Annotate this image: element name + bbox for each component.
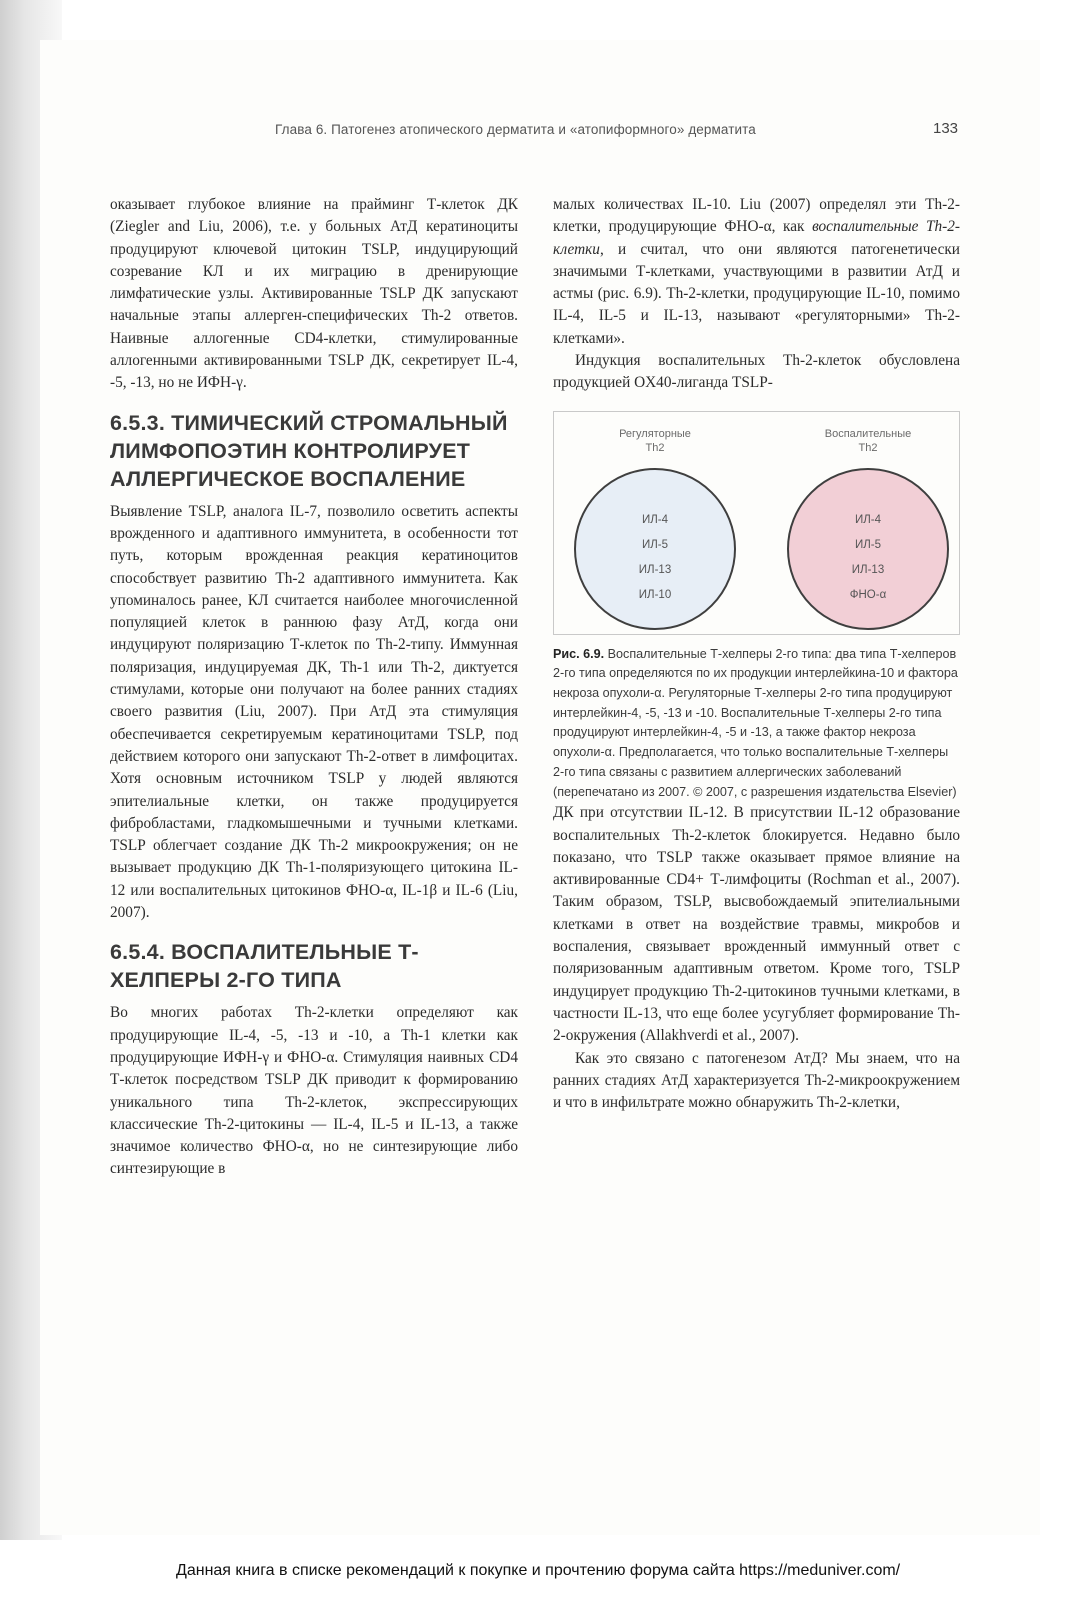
inflammatory-subtitle: Th2 xyxy=(858,441,878,454)
caption-label: Рис. 6.9. xyxy=(553,646,605,661)
regulatory-item: ИЛ-5 xyxy=(641,538,669,551)
paragraph: ДК при отсутствии IL-12. В присутствии IL-12 образование воспалительных Th-2-клеток блокируется. Недавно было показано, что TSLP также оказывает прямое влияние на активированные CD4+ Т-лимфоциты (Rochman et al., 2007). Таким образом, TSLP, высвобождаемый эпителиальными клетками в ответ на воздействие травмы, микробов и воспаления, связывает врожденный иммунный ответ с поляризованным адаптивным ответом. Кроме того, TSLP индуцирует продукцию Th-2-цитокинов тучными клетками, в частности IL-13, что еще более усугубляет формирование Th-2-окружения (Allakhverdi et al., 2007). xyxy=(553,804,960,1045)
inflammatory-item: ФНО-α xyxy=(849,588,887,601)
figure-6-9 xyxy=(553,411,960,635)
regulatory-item: ИЛ-4 xyxy=(641,513,669,526)
caption-text: Воспалительные Т-хелперы 2-го типа: два типа Т-хелперов 2-го типа определяются по их продукции интерлейкина-10 и фактора некроза опухоли-α. Регуляторные Т-хелперы 2-го типа продуцируют интерлейкин-4, -5, -13 и -10. Воспалительные Т-хелперы 2-го типа продуцируют интерлейкин-4, -5 и -13, а также фактор некроза опухоли-α. Предполагается, что только воспалительные Т-хелперы 2-го типа связаны с развитием аллергических заболеваний (перепечатано из 2007. © 2007, с разрешения издательства Elsevier) xyxy=(553,646,958,799)
regulatory-subtitle: Th2 xyxy=(645,441,665,454)
paragraph: Индукция воспалительных Th-2-клеток обусловлена продукцией OX40-лиганда TSLP- xyxy=(553,352,960,392)
figure-caption xyxy=(553,645,960,803)
inflammatory-item: ИЛ-4 xyxy=(854,513,882,526)
inflammatory-item: ИЛ-13 xyxy=(851,563,885,576)
section-heading-6-5-3: 6.5.3. ТИМИЧЕСКИЙ СТРОМАЛЬНЫЙ ЛИМФОПОЭТИН КОНТРОЛИРУЕТ АЛЛЕРГИЧЕСКОЕ ВОСПАЛЕНИЕ xyxy=(110,410,508,491)
th2-diagram xyxy=(554,412,961,634)
running-title: Глава 6. Патогенез атопического дерматита и «атопиформного» дерматита xyxy=(275,122,756,137)
regulatory-item: ИЛ-10 xyxy=(638,588,672,601)
paragraph: Выявление TSLP, аналога IL-7, позволило осветить аспекты врожденного и адаптивного иммунитета, в особенности тот путь, которым врожденная реакция кератиноцитов способствует развитию Th-2 адаптивного иммунитета. Как упоминалось ранее, КЛ считается наиболее многочисленной популяцией клеток в раннюю фазу АтД, когда они индуцируют поляризацию Т-клеток по Th-2-типу. Иммунная поляризация, индуцируемая ДК, Th-1 или Th-2, диктуется стимулами, которые они получают на более ранних стадиях своего развития (Liu, 2007). При АтД эта стимуляция обеспечивается секретируемым кератиноцитами TSLP, под действием которого они запускают Th-2-ответ в лимфоцитах. Хотя основным источником TSLP у людей являются эпителиальные клетки, он также продуцируется фибробластами, гладкомышечными и тучными клетками. TSLP облегчает создание ДК Th-2 микроокружения; он не вызывает продукцию ДК Th-1-поляризующего цитокина IL-12 или воспалительных цитокинов ФНО-α, IL-1β и IL-6 (Liu, 2007). xyxy=(110,502,518,922)
paragraph: Как это связано с патогенезом АтД? Мы знаем, что на ранних стадиях АтД характеризуется Th-2-микроокружением и что в инфильтрате можно обнаружить Th-2-клетки, xyxy=(553,1049,960,1112)
paragraph: Во многих работах Th-2-клетки определяют как продуцирующие IL-4, -5, -13 и -10, а Th-1 клетки как продуцирующие ИФН-γ и ФНО-α. Стимуляция наивных CD4 Т-клеток посредством TSLP ДК приводит к формированию уникального типа Th-2-клеток, экспрессирующих классические Th-2-цитокины — IL-4, IL-5 и IL-13, а также значимое количество ФНО-α, но не синтезирующие либо синтезирующие в xyxy=(110,1004,518,1178)
inflammatory-title: Воспалительные xyxy=(824,427,912,440)
paragraph: малых количествах IL-10. Liu (2007) определял эти Th-2-клетки, продуцирующие ФНО-α, как воспалительные Th-2-клетки, и считал, что они являются патогенетически значимыми Т-клетками, участвующими в развитии АтД и астмы (рис. 6.9). Th-2-клетки, продуцирующие IL-10, помимо IL-4, IL-5 и IL-13, называют «регуляторными» Th-2-клетками». xyxy=(553,196,960,347)
emphasis: воспалительные Th-2-клетки xyxy=(553,218,960,258)
left-column xyxy=(110,194,518,1181)
regulatory-item: ИЛ-13 xyxy=(638,563,672,576)
inflammatory-item: ИЛ-5 xyxy=(854,538,882,551)
footer-note: Данная книга в списке рекомендаций к покупке и прочтению форума сайта https://meduniver.com/ xyxy=(176,1562,901,1579)
paragraph: оказывает глубокое влияние на прайминг Т-клеток ДК (Ziegler and Liu, 2006), т.е. у больных АтД кератиноциты продуцируют ключевой цитокин TSLP, индуцирующий созревание КЛ и их миграцию в дренирующие лимфатические узлы. Активированные TSLP ДК запускают начальные этапы аллерген-специфических Th-2 ответов. Наивные аллогенные CD4-клетки, стимулированные аллогенными активированными TSLP ДК, секретирует IL-4, -5, -13, но не ИФН-γ. xyxy=(110,196,518,392)
right-column xyxy=(553,194,960,1114)
regulatory-title: Регуляторные xyxy=(619,427,691,440)
page-number: 133 xyxy=(933,120,959,137)
section-heading-6-5-4: 6.5.4. ВОСПАЛИТЕЛЬНЫЕ Т-ХЕЛПЕРЫ 2-ГО ТИПА xyxy=(110,940,419,993)
